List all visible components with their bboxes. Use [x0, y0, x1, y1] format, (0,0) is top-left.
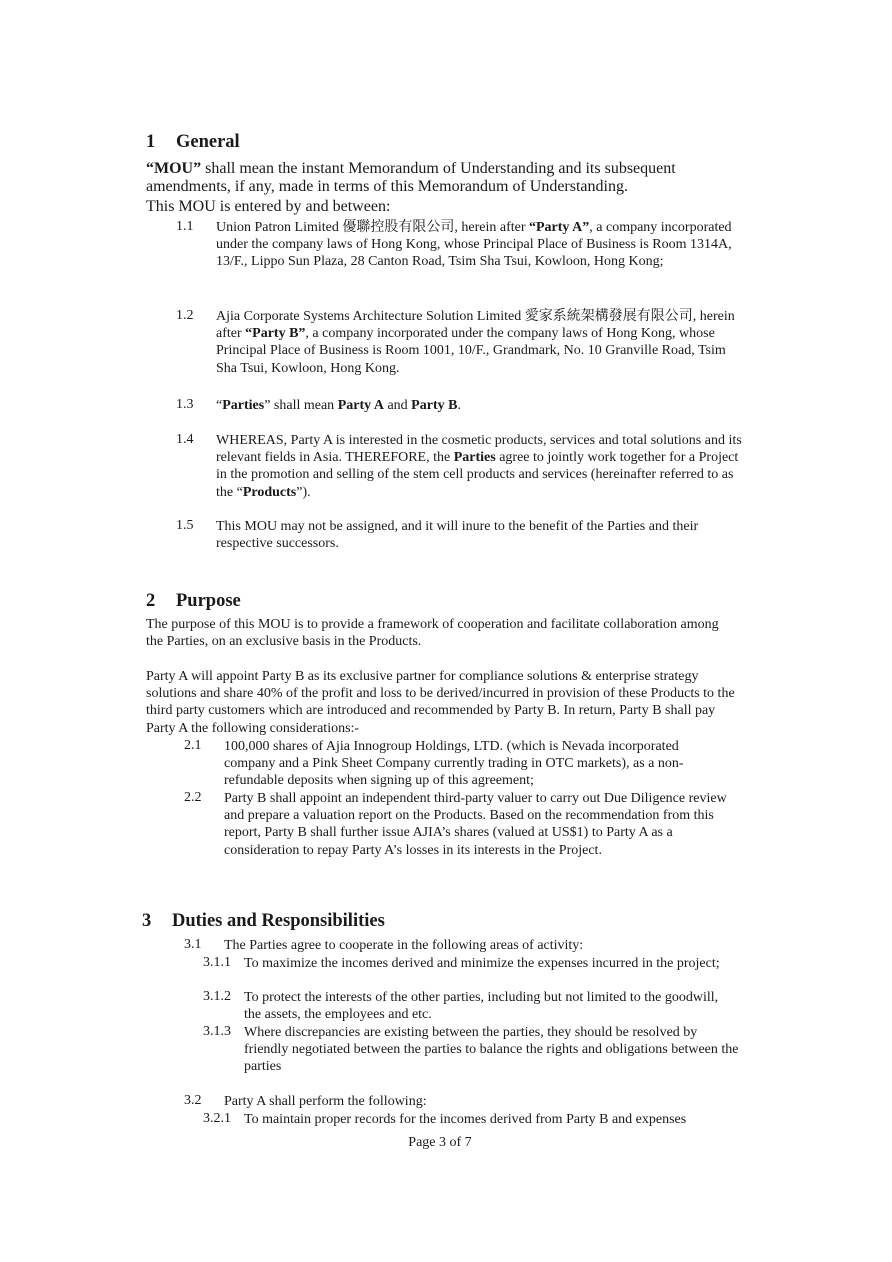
clause-number: 3.2: [184, 1093, 202, 1108]
clause-number: 1.1: [176, 219, 194, 234]
products-term: Products: [242, 484, 297, 500]
clause-number: 3.1: [184, 937, 202, 952]
clause-text: , a company incorporated under the company laws of Hong Kong, whose Principal Place of Business is Room 1001, 10/F., Grandmark, No. 10 Granville Road, Tsim Sha Tsui, Kowloon, Hong Kong.: [216, 326, 726, 376]
clause-text: WHEREAS, Party A is interested in the cosmetic products, services and total solutions and its relevant fields in Asia. THEREFORE, the: [216, 433, 742, 466]
clause-2-2: Party B shall appoint an independent third-party valuer to carry out Due Diligence review and prepare a valuation report on the Products. Based on the recommendation from this report, Party B shall further issue AJIA’s shares (valued at US$1) to Party A as a consideration to repay Party A’s losses in its interests in the Project.: [224, 791, 727, 858]
clause-1-3: [216, 397, 736, 414]
mou-definition: [146, 160, 736, 196]
party-a-term: Party A: [337, 398, 384, 413]
clause-3-1-3: Where discrepancies are existing between the parties, they should be resolved by friendly negotiated between the parties to balance the rights and obligations between the parties: [244, 1025, 739, 1075]
clause-text: .: [457, 398, 461, 413]
clause-1-1: [216, 219, 746, 271]
party-a-term: “Party A”: [529, 220, 590, 235]
clause-2-1: 100,000 shares of Ajia Innogroup Holdings, LTD. (which is Nevada incorporated company and a Pink Sheet Company currently trading in OTC markets), as a non-refundable deposits when signing up of this agreement;: [224, 739, 684, 789]
clause-1-4: [216, 432, 746, 501]
party-b-term: Party B: [411, 398, 458, 413]
appointment-paragraph: Party A will appoint Party B as its exclusive partner for compliance solutions & enterprise strategy solutions and share 40% of the profit and loss to be derived/incurred in provision of these Products to the third party customers which are introduced and recommended by Party B. In return, Party B shall pay Party A the following considerations:-: [146, 669, 735, 736]
clause-3-1: The Parties agree to cooperate in the following areas of activity:: [224, 938, 584, 953]
clause-number: 2.2: [184, 790, 202, 805]
clause-number: 3.1.1: [203, 955, 231, 970]
clause-text: ” shall mean: [264, 398, 338, 413]
party-b-term: “Party B”: [245, 326, 306, 342]
clause-number: 3.1.2: [203, 989, 231, 1004]
clause-1-2: [216, 308, 744, 377]
section-3-number: 3: [142, 911, 152, 931]
parties-term: Parties: [222, 398, 265, 413]
clause-1-5: This MOU may not be assigned, and it will inure to the benefit of the Parties and their respective successors.: [216, 519, 699, 552]
parties-term: Parties: [453, 450, 496, 466]
section-2-number: 2: [146, 591, 156, 611]
clause-text: “: [216, 398, 223, 413]
clause-text: agree to jointly work together for a Project in the promotion and selling of the stem cell products and services (hereinafter referred to as the “: [216, 450, 739, 500]
mou-definition-text: shall mean the instant Memorandum of Understanding and its subsequent amendments, if any, made in terms of this Memorandum of Understanding.: [146, 160, 676, 195]
clause-3-1-2: To protect the interests of the other parties, including but not limited to the goodwill, the assets, the employees and etc.: [244, 990, 719, 1023]
section-3-title: Duties and Responsibilities: [172, 911, 385, 931]
clause-number: 1.3: [176, 397, 194, 412]
clause-text: ”).: [296, 484, 311, 500]
clause-text: Union Patron Limited 優聯控股有限公司, herein after: [216, 220, 529, 235]
page-number: Page 3 of 7: [408, 1135, 472, 1150]
clause-3-1-1: To maximize the incomes derived and minimize the expenses incurred in the project;: [244, 956, 720, 971]
section-1-title: General: [176, 132, 240, 152]
entered-by-line: This MOU is entered by and between:: [146, 198, 391, 215]
mou-term: “MOU”: [146, 160, 202, 177]
clause-3-2-1: To maintain proper records for the incomes derived from Party B and expenses: [244, 1112, 687, 1127]
clause-number: 1.5: [176, 518, 194, 533]
clause-number: 2.1: [184, 738, 202, 753]
section-1-number: 1: [146, 132, 156, 152]
clause-text: , a company incorporated under the company laws of Hong Kong, whose Principal Place of Business is Room 1314A, 13/F., Lippo Sun Plaza, 28 Canton Road, Tsim Sha Tsui, Kowloon, Hong Kong;: [216, 220, 732, 270]
clause-number: 3.1.3: [203, 1024, 231, 1039]
clause-text: Ajia Corporate Systems Architecture Solution Limited 愛家系統架構發展有限公司, herein after: [216, 309, 735, 342]
purpose-paragraph: The purpose of this MOU is to provide a framework of cooperation and facilitate collaboration among the Parties, on an exclusive basis in the Products.: [146, 617, 719, 650]
section-2-title: Purpose: [176, 591, 241, 611]
clause-number: 1.4: [176, 432, 194, 447]
clause-text: and: [383, 398, 412, 413]
clause-number: 3.2.1: [203, 1111, 231, 1126]
clause-number: 1.2: [176, 308, 194, 323]
clause-3-2: Party A shall perform the following:: [224, 1094, 427, 1109]
